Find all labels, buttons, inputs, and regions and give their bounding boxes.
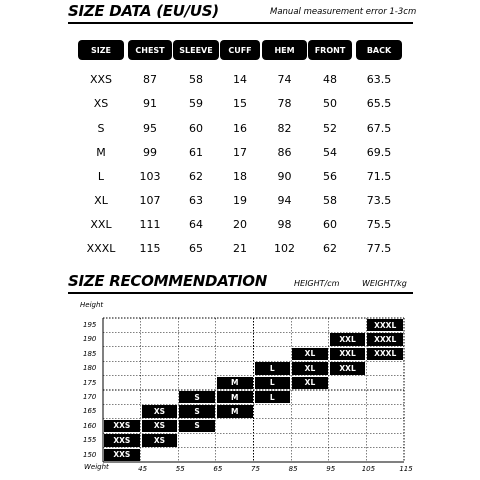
size-block-m: M xyxy=(217,377,253,389)
measurement-cell: 78 xyxy=(277,97,292,110)
size-block-xxxl: XXXL xyxy=(367,333,403,345)
size-label-cell: XS xyxy=(93,97,109,110)
measurement-cell: 63.5 xyxy=(366,73,392,86)
measurement-cell: 61 xyxy=(189,146,203,159)
size-block-xxxl: XXXL xyxy=(367,348,403,360)
measurement-cell: 62 xyxy=(189,170,203,183)
height-tick-label: 190 xyxy=(83,335,97,344)
measurement-cell: 111 xyxy=(139,218,161,231)
recommendation-title: SIZE RECOMMENDATION xyxy=(68,272,267,290)
size-block-xl: XL xyxy=(292,362,328,374)
weight-tick-label: 75 xyxy=(251,465,260,473)
size-block-l: L xyxy=(255,377,291,389)
size-block-l: L xyxy=(255,391,291,403)
measurement-cell: 77.5 xyxy=(366,242,392,255)
column-header-sleeve: SLEEVE xyxy=(173,40,219,60)
measurement-cell: 94 xyxy=(277,194,292,207)
measurement-cell: 99 xyxy=(143,146,157,159)
size-label-cell: XXXL xyxy=(86,242,116,255)
weight-tick-label: 95 xyxy=(326,465,336,473)
column-header-hem: HEM xyxy=(262,40,307,60)
height-tick-label: 180 xyxy=(83,364,97,373)
measurement-cell: 82 xyxy=(277,122,292,135)
height-axis-label: Height xyxy=(80,301,104,309)
measurement-cell: 15 xyxy=(233,97,247,110)
size-label-cell: S xyxy=(97,122,105,135)
size-block-xxs: XXS xyxy=(104,449,140,461)
weight-tick-label: 65 xyxy=(213,465,223,473)
measurement-cell: 14 xyxy=(233,73,247,86)
measurement-cell: 65.5 xyxy=(366,97,392,110)
measurement-cell: 65 xyxy=(189,242,203,255)
measurement-cell: 91 xyxy=(143,97,157,110)
size-block-xxs: XXS xyxy=(104,420,140,432)
measurement-cell: 98 xyxy=(277,218,292,231)
measurement-cell: 20 xyxy=(233,218,247,231)
size-label-cell: XL xyxy=(94,194,108,207)
size-block-s: S xyxy=(179,391,215,403)
size-block-l: L xyxy=(255,362,291,374)
weight-tick-label: 115 xyxy=(399,465,413,473)
size-block-xxs: XXS xyxy=(104,434,140,446)
measurement-cell: 74 xyxy=(277,73,292,86)
size-block-xl: XL xyxy=(292,377,328,389)
weight-axis-label: Weight xyxy=(84,463,109,471)
size-label-cell: L xyxy=(97,170,105,183)
measurement-cell: 19 xyxy=(233,194,247,207)
size-block-xxl: XXL xyxy=(330,348,366,360)
column-header-cuff: CUFF xyxy=(220,40,260,60)
weight-tick-label: 45 xyxy=(138,465,148,473)
measurement-cell: 69.5 xyxy=(366,146,392,159)
weight-tick-label: 55 xyxy=(175,465,185,473)
size-label-cell: M xyxy=(96,146,106,159)
height-tick-label: 160 xyxy=(83,421,97,430)
height-unit-label: HEIGHT/cm xyxy=(294,279,340,288)
size-block-m: M xyxy=(217,405,253,417)
measurement-cell: 115 xyxy=(139,242,161,255)
measurement-cell: 73.5 xyxy=(366,194,392,207)
measurement-cell: 107 xyxy=(139,194,161,207)
measurement-cell: 18 xyxy=(233,170,247,183)
size-block-s: S xyxy=(179,420,215,432)
measurement-cell: 50 xyxy=(323,97,337,110)
measurement-cell: 59 xyxy=(189,97,203,110)
size-label-cell: XXL xyxy=(90,218,112,231)
measurement-note: Manual measurement error 1-3cm xyxy=(270,7,417,17)
size-label-cell: XXS xyxy=(89,73,113,86)
column-header-chest: CHEST xyxy=(128,40,172,60)
measurement-cell: 95 xyxy=(143,122,157,135)
measurement-cell: 75.5 xyxy=(366,218,392,231)
size-block-xxl: XXL xyxy=(330,333,366,345)
measurement-cell: 54 xyxy=(323,146,337,159)
measurement-cell: 63 xyxy=(189,194,203,207)
height-tick-label: 170 xyxy=(83,393,97,401)
measurement-cell: 56 xyxy=(323,170,337,183)
column-header-front: FRONT xyxy=(308,40,352,60)
size-block-s: S xyxy=(179,405,215,417)
measurement-cell: 21 xyxy=(233,242,247,255)
height-tick-label: 150 xyxy=(83,450,97,459)
measurement-cell: 86 xyxy=(277,146,292,159)
measurement-cell: 58 xyxy=(323,194,337,207)
measurement-cell: 17 xyxy=(233,146,247,159)
size-data-title: SIZE DATA (EU/US) xyxy=(68,2,219,20)
size-block-xxl: XXL xyxy=(330,362,366,374)
measurement-cell: 67.5 xyxy=(366,122,392,135)
size-block-xs: XS xyxy=(142,420,178,432)
measurement-cell: 58 xyxy=(189,73,203,86)
measurement-cell: 102 xyxy=(274,242,295,255)
measurement-cell: 87 xyxy=(143,73,157,86)
size-block-xxxl: XXXL xyxy=(367,319,403,331)
size-block-xl: XL xyxy=(292,348,328,360)
measurement-cell: 62 xyxy=(323,242,337,255)
column-header-back: BACK xyxy=(356,40,402,60)
measurement-cell: 71.5 xyxy=(366,170,392,183)
measurement-cell: 48 xyxy=(323,73,337,86)
weight-tick-label: 85 xyxy=(288,465,298,473)
measurement-cell: 60 xyxy=(323,218,337,231)
height-tick-label: 155 xyxy=(83,436,97,445)
height-tick-label: 195 xyxy=(83,321,97,329)
weight-unit-label: WEIGHT/kg xyxy=(362,279,407,288)
weight-tick-label: 105 xyxy=(361,465,376,473)
measurement-cell: 52 xyxy=(323,122,337,135)
measurement-cell: 16 xyxy=(233,122,247,135)
height-tick-label: 185 xyxy=(83,349,97,358)
measurement-cell: 60 xyxy=(189,122,203,135)
measurement-cell: 64 xyxy=(189,218,203,231)
column-header-size: SIZE xyxy=(78,40,124,60)
size-block-xs: XS xyxy=(142,405,178,417)
measurement-cell: 103 xyxy=(139,170,161,183)
height-tick-label: 165 xyxy=(83,407,97,416)
size-block-xs: XS xyxy=(142,434,178,446)
measurement-cell: 90 xyxy=(277,170,292,183)
height-tick-label: 175 xyxy=(83,378,97,387)
size-block-m: M xyxy=(217,391,253,403)
